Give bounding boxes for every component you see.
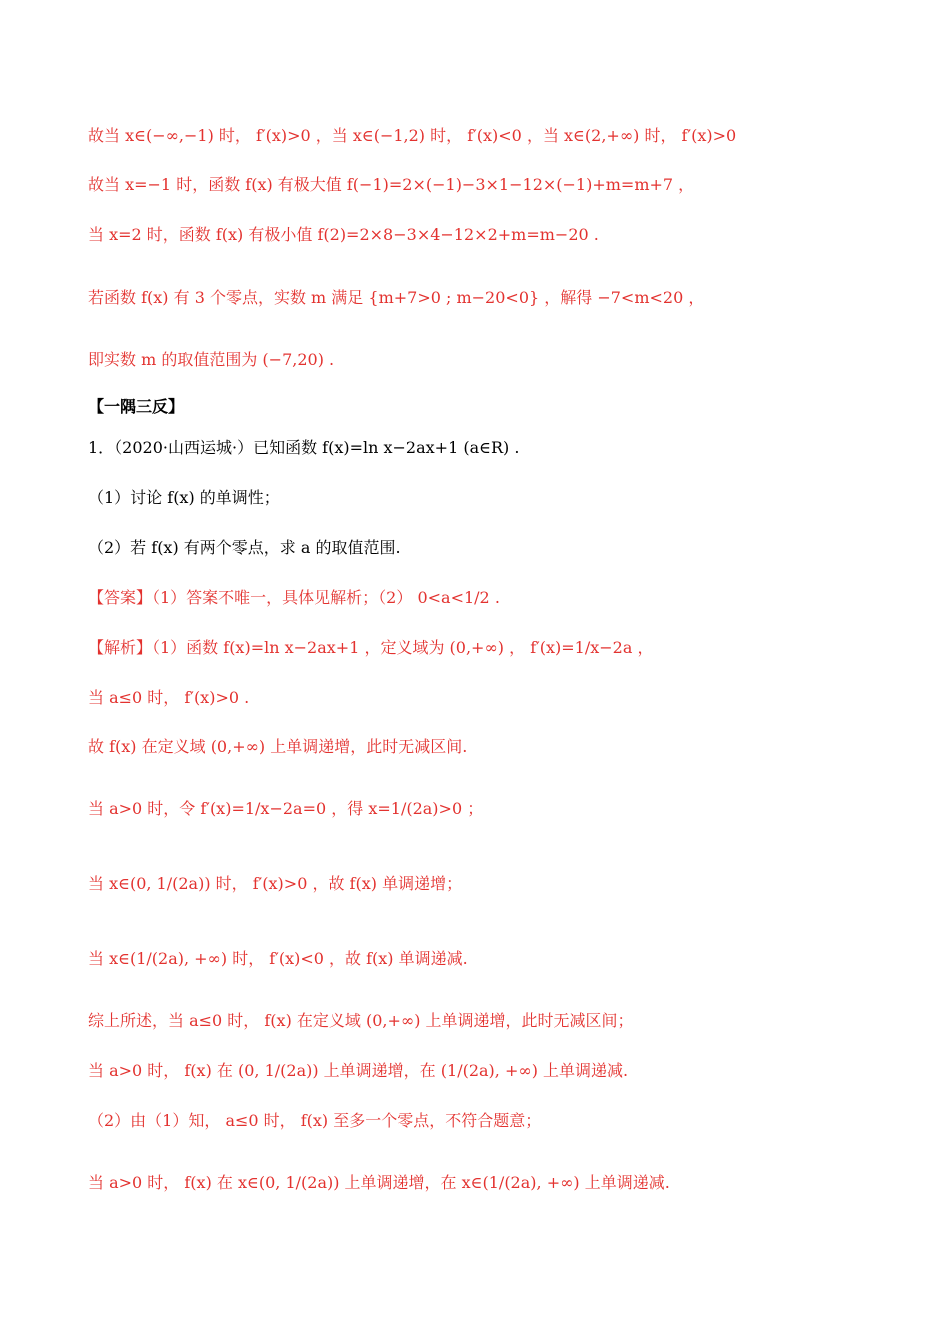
problem-part: （2）若 f(x) 有两个零点，求 a 的取值范围. [88, 538, 401, 557]
text-line: 故当 x∈(−∞,−1) 时， f′(x)>0 ，当 x∈(−1,2) 时， f′(x)<0 ，当 x∈(2,+∞) 时， f′(x)>0 [88, 126, 737, 145]
solution-line: 【解析】（1）函数 f(x)=ln x−2ax+1 ，定义域为 (0,+∞) ， f′(x)=1/x−2a ， [88, 638, 654, 657]
solution-line: 当 a>0 时， f(x) 在 x∈(0, 1/(2a)) 上单调递增，在 x∈(1/(2a), +∞) 上单调递减. [88, 1173, 670, 1192]
solution-line: 当 a>0 时， f(x) 在 (0, 1/(2a)) 上单调递增，在 (1/(2a), +∞) 上单调递减. [88, 1061, 629, 1080]
solution-line: 综上所述，当 a≤0 时， f(x) 在定义域 (0,+∞) 上单调递增，此时无减区间； [88, 1011, 634, 1030]
text-line: 即实数 m 的取值范围为 (−7,20) . [88, 350, 335, 369]
solution-line: 当 a≤0 时， f′(x)>0 . [88, 688, 250, 707]
text-line: 当 x=2 时，函数 f(x) 有极小值 f(2)=2×8−3×4−12×2+m=m−20 . [88, 225, 599, 244]
text-line: 若函数 f(x) 有 3 个零点，实数 m 满足 {m+7>0 ; m−20<0} ，解得 −7<m<20 ， [88, 288, 705, 307]
section-heading: 【一隅三反】 [88, 397, 185, 416]
solution-line: 当 x∈(1/(2a), +∞) 时， f′(x)<0 ，故 f(x) 单调递减. [88, 949, 468, 968]
text-line: 故当 x=−1 时，函数 f(x) 有极大值 f(−1)=2×(−1)−3×1−12×(−1)+m=m+7 ， [88, 175, 695, 194]
answer-line: 【答案】（1）答案不唯一，具体见解析；（2） 0<a<1/2 . [88, 588, 500, 607]
solution-line: 故 f(x) 在定义域 (0,+∞) 上单调递增，此时无减区间. [88, 737, 468, 756]
solution-line: 当 a>0 时，令 f′(x)=1/x−2a=0 ，得 x=1/(2a)>0 ； [88, 799, 484, 818]
problem-statement: 1．（2020·山西运城·）已知函数 f(x)=ln x−2ax+1 (a∈R) . [88, 438, 520, 457]
solution-line: （2）由（1）知， a≤0 时， f(x) 至多一个零点，不符合题意； [88, 1111, 542, 1130]
problem-part: （1）讨论 f(x) 的单调性； [88, 488, 280, 507]
solution-line: 当 x∈(0, 1/(2a)) 时， f′(x)>0 ，故 f(x) 单调递增； [88, 874, 463, 893]
